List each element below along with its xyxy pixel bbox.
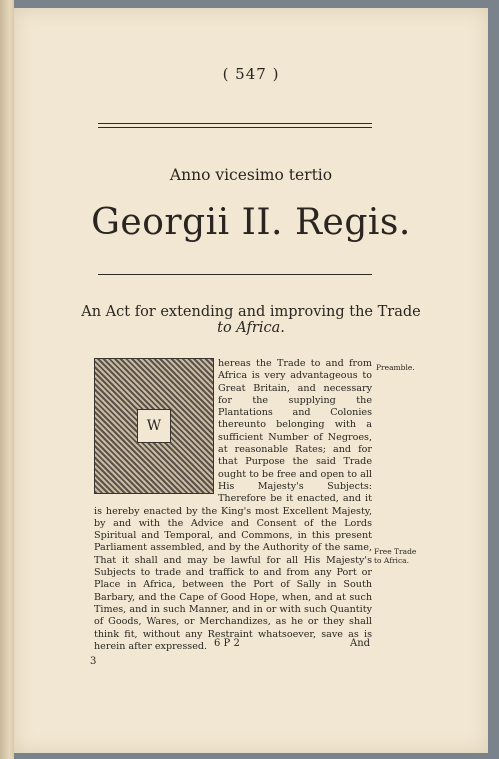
top-rule-thin <box>98 127 372 128</box>
page-number: ( 547 ) <box>222 65 280 83</box>
act-title <box>14 304 488 336</box>
margin-note-preamble: Preamble. <box>376 363 415 372</box>
body-text: hereas the Trade to and from Africa is very advantageous to Great Britain, and necessary for the supplying the Plantations and Colonies thereunto belonging with a sufficient Number of Negroes, at reasonable Rates; and for that Purpose the said Trade ought to be free and open to all His Majesty's Subjects: Therefore be it enacted, and it is hereby enacted by the King's most Excellent Majesty, by and with the Advice and Consent of the Lords Spiritual and Temporal, and Commons, in this present Parliament assembled, and by the Authority of the same, That it shall and may be lawful for all His Majesty's Subjects to trade and traffick to and from any Port or Place in Africa, between the Port of Sally in South Barbary, and the Cape of Good Hope, when, and at such Times, and in such Manner, and in or with such Quantity of Goods, Wares, or Merchandizes, as he or they shall think fit, without any Restraint whatsoever, save as is herein after expressed. <box>94 358 372 652</box>
decorated-initial-icon <box>94 358 214 494</box>
page <box>14 8 488 753</box>
book-spine <box>0 0 14 759</box>
page-title: Georgii II. Regis. <box>91 202 411 243</box>
middle-rule <box>98 274 372 275</box>
regnal-year-heading: Anno vicesimo tertio <box>169 166 333 184</box>
act-title-line2: to Africa. <box>217 320 285 336</box>
act-title-line1: An Act for extending and improving the Trade <box>81 304 421 320</box>
margin-note-free-trade: Free Trade to Africa. <box>374 547 417 565</box>
initial-letter: W <box>137 409 171 443</box>
signature-mark: 6 P 2 <box>214 638 240 649</box>
top-rule <box>98 123 372 124</box>
catchword: And <box>350 638 371 649</box>
gathering-number: 3 <box>90 656 97 667</box>
